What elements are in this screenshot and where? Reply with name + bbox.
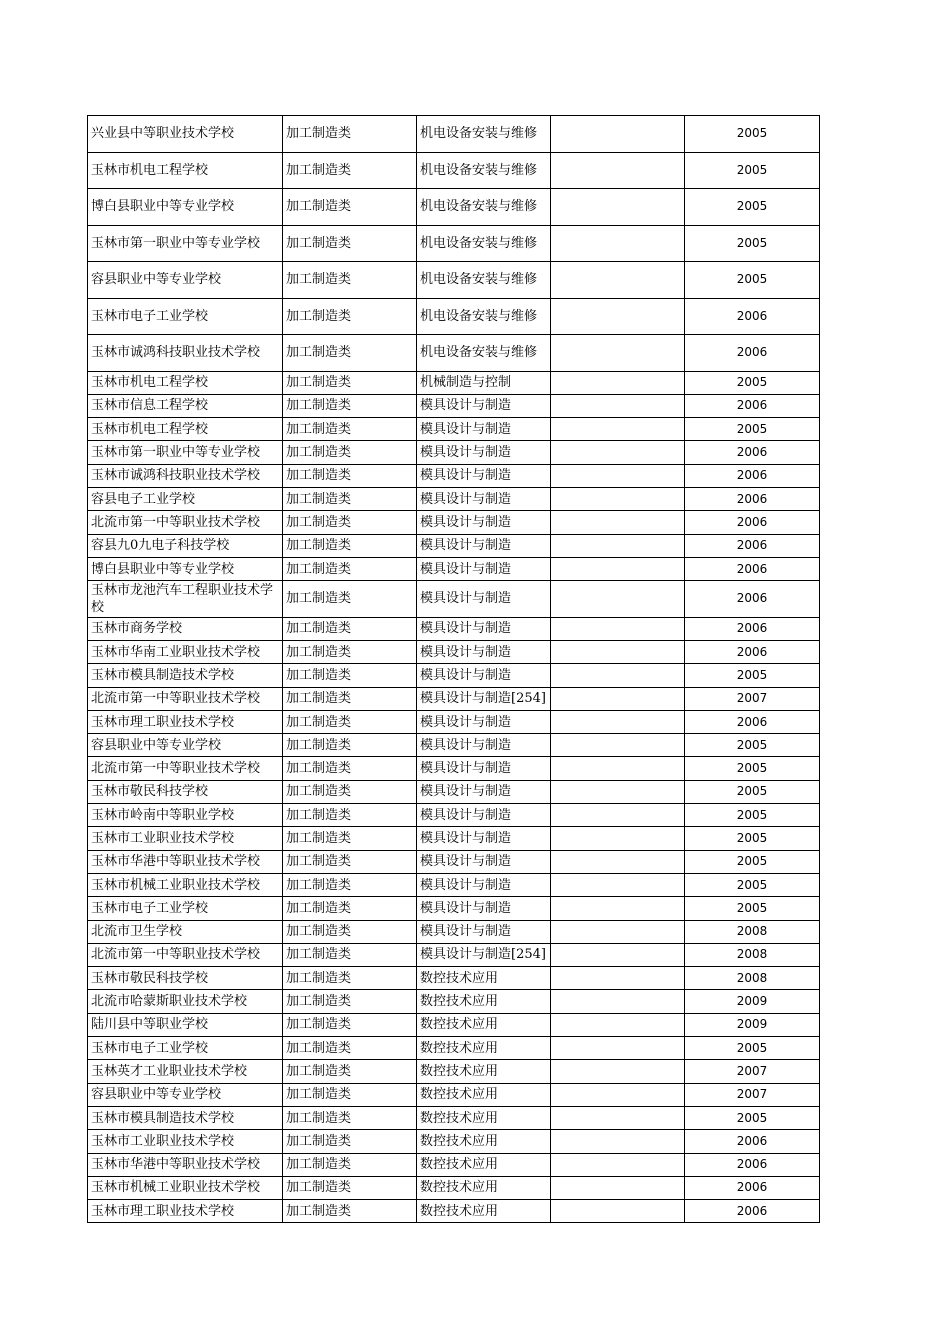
category-cell: 加工制造类 — [283, 897, 417, 920]
empty-cell — [551, 189, 685, 226]
table-row — [88, 1153, 820, 1176]
school-cell: 北流市哈蒙斯职业技术学校 — [88, 990, 283, 1013]
year-cell: 2006 — [685, 1176, 820, 1199]
major-cell: 数控技术应用 — [417, 1176, 551, 1199]
table-row — [88, 487, 820, 510]
category-cell: 加工制造类 — [283, 581, 417, 618]
table-row — [88, 967, 820, 990]
major-cell: 机电设备安装与维修 — [417, 152, 551, 189]
year-cell: 2007 — [685, 687, 820, 710]
table-row — [88, 557, 820, 580]
year-cell: 2005 — [685, 371, 820, 394]
empty-cell — [551, 1106, 685, 1129]
table-row — [88, 827, 820, 850]
empty-cell — [551, 1130, 685, 1153]
category-cell: 加工制造类 — [283, 487, 417, 510]
category-cell: 加工制造类 — [283, 1060, 417, 1083]
major-cell: 模具设计与制造 — [417, 734, 551, 757]
category-cell: 加工制造类 — [283, 1037, 417, 1060]
year-cell: 2005 — [685, 1037, 820, 1060]
empty-cell — [551, 640, 685, 663]
school-cell: 玉林市岭南中等职业学校 — [88, 804, 283, 827]
major-cell: 数控技术应用 — [417, 1060, 551, 1083]
major-cell: 模具设计与制造 — [417, 920, 551, 943]
table-row — [88, 897, 820, 920]
empty-cell — [551, 873, 685, 896]
category-cell: 加工制造类 — [283, 116, 417, 153]
category-cell: 加工制造类 — [283, 511, 417, 534]
table-row — [88, 441, 820, 464]
major-cell: 模具设计与制造 — [417, 640, 551, 663]
year-cell: 2006 — [685, 1200, 820, 1223]
empty-cell — [551, 664, 685, 687]
table-row — [88, 617, 820, 640]
category-cell: 加工制造类 — [283, 464, 417, 487]
major-cell: 模具设计与制造 — [417, 780, 551, 803]
major-cell: 模具设计与制造[254] — [417, 687, 551, 710]
year-cell: 2006 — [685, 617, 820, 640]
school-cell: 玉林市第一职业中等专业学校 — [88, 225, 283, 262]
table-row — [88, 225, 820, 262]
major-cell: 数控技术应用 — [417, 1130, 551, 1153]
empty-cell — [551, 418, 685, 441]
empty-cell — [551, 152, 685, 189]
category-cell: 加工制造类 — [283, 1083, 417, 1106]
year-cell: 2005 — [685, 850, 820, 873]
empty-cell — [551, 335, 685, 372]
category-cell: 加工制造类 — [283, 710, 417, 733]
empty-cell — [551, 943, 685, 966]
major-cell: 模具设计与制造 — [417, 581, 551, 618]
empty-cell — [551, 804, 685, 827]
category-cell: 加工制造类 — [283, 394, 417, 417]
school-cell: 玉林市模具制造技术学校 — [88, 664, 283, 687]
empty-cell — [551, 464, 685, 487]
school-cell: 玉林市机电工程学校 — [88, 371, 283, 394]
empty-cell — [551, 850, 685, 873]
school-cell: 容县职业中等专业学校 — [88, 734, 283, 757]
table-row — [88, 534, 820, 557]
category-cell: 加工制造类 — [283, 734, 417, 757]
table-row — [88, 262, 820, 299]
table-row — [88, 394, 820, 417]
category-cell: 加工制造类 — [283, 152, 417, 189]
school-cell: 北流市卫生学校 — [88, 920, 283, 943]
empty-cell — [551, 1013, 685, 1036]
major-cell: 机电设备安装与维修 — [417, 298, 551, 335]
category-cell: 加工制造类 — [283, 967, 417, 990]
school-cell: 北流市第一中等职业技术学校 — [88, 511, 283, 534]
empty-cell — [551, 1083, 685, 1106]
school-cell: 玉林市电子工业学校 — [88, 897, 283, 920]
empty-cell — [551, 617, 685, 640]
school-cell: 玉林市第一职业中等专业学校 — [88, 441, 283, 464]
major-cell: 机电设备安装与维修 — [417, 189, 551, 226]
category-cell: 加工制造类 — [283, 780, 417, 803]
school-cell: 陆川县中等职业学校 — [88, 1013, 283, 1036]
year-cell: 2007 — [685, 1060, 820, 1083]
category-cell: 加工制造类 — [283, 262, 417, 299]
major-cell: 模具设计与制造 — [417, 511, 551, 534]
major-cell: 模具设计与制造 — [417, 487, 551, 510]
major-cell: 机电设备安装与维修 — [417, 116, 551, 153]
school-cell: 玉林市机械工业职业技术学校 — [88, 1176, 283, 1199]
empty-cell — [551, 511, 685, 534]
category-cell: 加工制造类 — [283, 298, 417, 335]
major-cell: 模具设计与制造 — [417, 897, 551, 920]
major-cell: 模具设计与制造 — [417, 394, 551, 417]
year-cell: 2006 — [685, 640, 820, 663]
empty-cell — [551, 734, 685, 757]
year-cell: 2005 — [685, 1106, 820, 1129]
table-row — [88, 1013, 820, 1036]
school-major-table — [87, 115, 820, 1223]
year-cell: 2005 — [685, 189, 820, 226]
school-cell: 玉林市工业职业技术学校 — [88, 1130, 283, 1153]
empty-cell — [551, 298, 685, 335]
empty-cell — [551, 967, 685, 990]
school-cell: 容县九0九电子科技学校 — [88, 534, 283, 557]
major-cell: 模具设计与制造 — [417, 557, 551, 580]
school-cell: 玉林市商务学校 — [88, 617, 283, 640]
year-cell: 2006 — [685, 710, 820, 733]
year-cell: 2005 — [685, 780, 820, 803]
empty-cell — [551, 225, 685, 262]
school-cell: 玉林市电子工业学校 — [88, 298, 283, 335]
school-cell: 容县电子工业学校 — [88, 487, 283, 510]
year-cell: 2006 — [685, 1130, 820, 1153]
school-cell: 玉林市信息工程学校 — [88, 394, 283, 417]
table-row — [88, 873, 820, 896]
year-cell: 2006 — [685, 394, 820, 417]
table-row — [88, 464, 820, 487]
empty-cell — [551, 441, 685, 464]
year-cell: 2007 — [685, 1083, 820, 1106]
table-row — [88, 1130, 820, 1153]
table-row — [88, 116, 820, 153]
year-cell: 2006 — [685, 487, 820, 510]
category-cell: 加工制造类 — [283, 1200, 417, 1223]
table-row — [88, 640, 820, 663]
school-cell: 玉林市华港中等职业技术学校 — [88, 1153, 283, 1176]
table-row — [88, 511, 820, 534]
category-cell: 加工制造类 — [283, 920, 417, 943]
empty-cell — [551, 557, 685, 580]
table-row — [88, 1106, 820, 1129]
category-cell: 加工制造类 — [283, 943, 417, 966]
table-row — [88, 189, 820, 226]
table-row — [88, 581, 820, 618]
empty-cell — [551, 687, 685, 710]
year-cell: 2005 — [685, 225, 820, 262]
empty-cell — [551, 1200, 685, 1223]
category-cell: 加工制造类 — [283, 804, 417, 827]
school-cell: 北流市第一中等职业技术学校 — [88, 943, 283, 966]
school-cell: 北流市第一中等职业技术学校 — [88, 687, 283, 710]
major-cell: 模具设计与制造 — [417, 418, 551, 441]
major-cell: 数控技术应用 — [417, 967, 551, 990]
year-cell: 2005 — [685, 873, 820, 896]
major-cell: 模具设计与制造 — [417, 850, 551, 873]
empty-cell — [551, 1060, 685, 1083]
category-cell: 加工制造类 — [283, 873, 417, 896]
table-row — [88, 780, 820, 803]
school-cell: 玉林市华南工业职业技术学校 — [88, 640, 283, 663]
school-cell: 博白县职业中等专业学校 — [88, 557, 283, 580]
year-cell: 2005 — [685, 116, 820, 153]
major-cell: 模具设计与制造 — [417, 873, 551, 896]
category-cell: 加工制造类 — [283, 850, 417, 873]
year-cell: 2005 — [685, 664, 820, 687]
year-cell: 2006 — [685, 1153, 820, 1176]
table-row — [88, 1060, 820, 1083]
year-cell: 2006 — [685, 298, 820, 335]
category-cell: 加工制造类 — [283, 757, 417, 780]
year-cell: 2005 — [685, 418, 820, 441]
empty-cell — [551, 262, 685, 299]
school-cell: 玉林市机电工程学校 — [88, 418, 283, 441]
major-cell: 模具设计与制造[254] — [417, 943, 551, 966]
empty-cell — [551, 116, 685, 153]
school-cell: 玉林市龙池汽车工程职业技术学校 — [88, 581, 283, 618]
category-cell: 加工制造类 — [283, 225, 417, 262]
empty-cell — [551, 757, 685, 780]
major-cell: 模具设计与制造 — [417, 534, 551, 557]
school-cell: 玉林市机电工程学校 — [88, 152, 283, 189]
school-cell: 容县职业中等专业学校 — [88, 262, 283, 299]
year-cell: 2006 — [685, 557, 820, 580]
year-cell: 2005 — [685, 262, 820, 299]
table-row — [88, 710, 820, 733]
major-cell: 数控技术应用 — [417, 1037, 551, 1060]
major-cell: 模具设计与制造 — [417, 617, 551, 640]
year-cell: 2006 — [685, 441, 820, 464]
school-cell: 玉林市诚鸿科技职业技术学校 — [88, 335, 283, 372]
year-cell: 2005 — [685, 757, 820, 780]
table-row — [88, 152, 820, 189]
major-cell: 模具设计与制造 — [417, 441, 551, 464]
table-row — [88, 943, 820, 966]
table-row — [88, 1176, 820, 1199]
major-cell: 数控技术应用 — [417, 1200, 551, 1223]
table-row — [88, 990, 820, 1013]
empty-cell — [551, 487, 685, 510]
table-row — [88, 1037, 820, 1060]
empty-cell — [551, 534, 685, 557]
year-cell: 2008 — [685, 967, 820, 990]
year-cell: 2008 — [685, 920, 820, 943]
category-cell: 加工制造类 — [283, 371, 417, 394]
category-cell: 加工制造类 — [283, 335, 417, 372]
table-row — [88, 418, 820, 441]
year-cell: 2009 — [685, 1013, 820, 1036]
table-row — [88, 335, 820, 372]
empty-cell — [551, 827, 685, 850]
category-cell: 加工制造类 — [283, 990, 417, 1013]
table-row — [88, 687, 820, 710]
major-cell: 数控技术应用 — [417, 1106, 551, 1129]
major-cell: 模具设计与制造 — [417, 827, 551, 850]
empty-cell — [551, 371, 685, 394]
major-cell: 机电设备安装与维修 — [417, 262, 551, 299]
empty-cell — [551, 1176, 685, 1199]
year-cell: 2005 — [685, 827, 820, 850]
table-row — [88, 664, 820, 687]
category-cell: 加工制造类 — [283, 441, 417, 464]
category-cell: 加工制造类 — [283, 189, 417, 226]
category-cell: 加工制造类 — [283, 1176, 417, 1199]
category-cell: 加工制造类 — [283, 557, 417, 580]
major-cell: 数控技术应用 — [417, 1013, 551, 1036]
major-cell: 数控技术应用 — [417, 1153, 551, 1176]
school-cell: 玉林市工业职业技术学校 — [88, 827, 283, 850]
empty-cell — [551, 394, 685, 417]
empty-cell — [551, 990, 685, 1013]
major-cell: 模具设计与制造 — [417, 804, 551, 827]
table-row — [88, 1200, 820, 1223]
major-cell: 模具设计与制造 — [417, 464, 551, 487]
school-cell: 玉林市理工职业技术学校 — [88, 1200, 283, 1223]
major-cell: 机械制造与控制 — [417, 371, 551, 394]
table-row — [88, 734, 820, 757]
category-cell: 加工制造类 — [283, 640, 417, 663]
empty-cell — [551, 1037, 685, 1060]
table-row — [88, 371, 820, 394]
empty-cell — [551, 710, 685, 733]
category-cell: 加工制造类 — [283, 617, 417, 640]
year-cell: 2006 — [685, 534, 820, 557]
major-cell: 数控技术应用 — [417, 1083, 551, 1106]
school-cell: 玉林英才工业职业技术学校 — [88, 1060, 283, 1083]
school-cell: 玉林市理工职业技术学校 — [88, 710, 283, 733]
school-cell: 玉林市华港中等职业技术学校 — [88, 850, 283, 873]
table-row — [88, 298, 820, 335]
school-cell: 北流市第一中等职业技术学校 — [88, 757, 283, 780]
school-cell: 玉林市敬民科技学校 — [88, 780, 283, 803]
table-row — [88, 804, 820, 827]
category-cell: 加工制造类 — [283, 687, 417, 710]
empty-cell — [551, 780, 685, 803]
major-cell: 机电设备安装与维修 — [417, 335, 551, 372]
empty-cell — [551, 581, 685, 618]
major-cell: 模具设计与制造 — [417, 710, 551, 733]
table-row — [88, 920, 820, 943]
school-cell: 博白县职业中等专业学校 — [88, 189, 283, 226]
table-row — [88, 757, 820, 780]
year-cell: 2008 — [685, 943, 820, 966]
year-cell: 2005 — [685, 734, 820, 757]
school-cell: 玉林市电子工业学校 — [88, 1037, 283, 1060]
year-cell: 2006 — [685, 581, 820, 618]
empty-cell — [551, 1153, 685, 1176]
year-cell: 2005 — [685, 897, 820, 920]
school-cell: 兴业县中等职业技术学校 — [88, 116, 283, 153]
year-cell: 2005 — [685, 152, 820, 189]
school-cell: 容县职业中等专业学校 — [88, 1083, 283, 1106]
major-cell: 模具设计与制造 — [417, 757, 551, 780]
school-cell: 玉林市诚鸿科技职业技术学校 — [88, 464, 283, 487]
table-row — [88, 850, 820, 873]
category-cell: 加工制造类 — [283, 1106, 417, 1129]
major-cell: 机电设备安装与维修 — [417, 225, 551, 262]
year-cell: 2005 — [685, 804, 820, 827]
category-cell: 加工制造类 — [283, 1130, 417, 1153]
year-cell: 2006 — [685, 464, 820, 487]
category-cell: 加工制造类 — [283, 418, 417, 441]
school-cell: 玉林市模具制造技术学校 — [88, 1106, 283, 1129]
table-body — [88, 116, 820, 1223]
category-cell: 加工制造类 — [283, 1013, 417, 1036]
school-cell: 玉林市敬民科技学校 — [88, 967, 283, 990]
major-cell: 模具设计与制造 — [417, 664, 551, 687]
category-cell: 加工制造类 — [283, 664, 417, 687]
year-cell: 2009 — [685, 990, 820, 1013]
school-cell: 玉林市机械工业职业技术学校 — [88, 873, 283, 896]
major-cell: 数控技术应用 — [417, 990, 551, 1013]
category-cell: 加工制造类 — [283, 534, 417, 557]
category-cell: 加工制造类 — [283, 827, 417, 850]
year-cell: 2006 — [685, 335, 820, 372]
year-cell: 2006 — [685, 511, 820, 534]
category-cell: 加工制造类 — [283, 1153, 417, 1176]
table-row — [88, 1083, 820, 1106]
empty-cell — [551, 920, 685, 943]
empty-cell — [551, 897, 685, 920]
